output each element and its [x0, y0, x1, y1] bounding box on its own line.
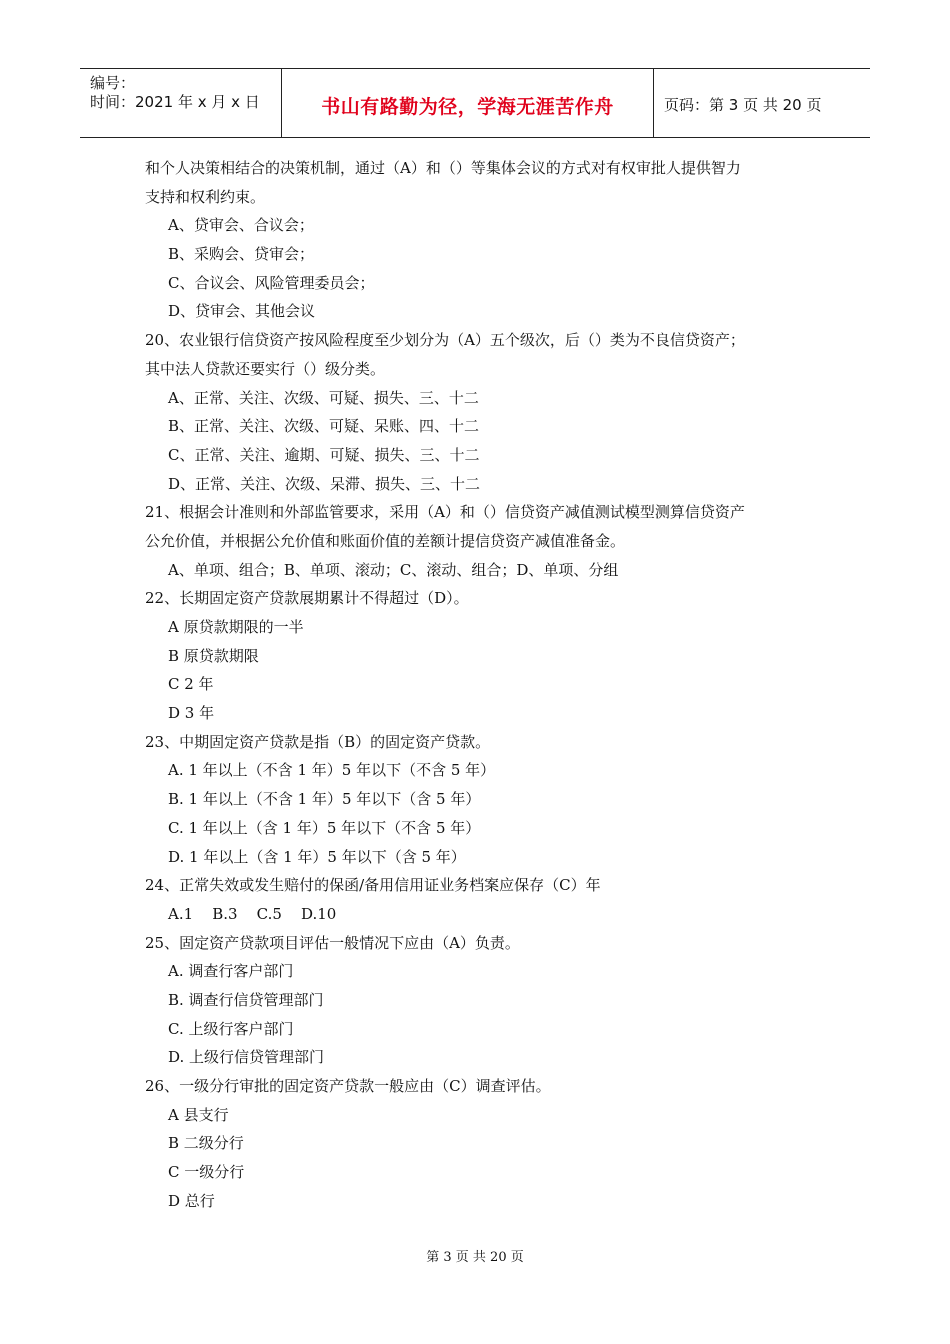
option-line: B. 1 年以上（不含 1 年）5 年以下（含 5 年） [168, 790, 481, 809]
option-line: B. 调查行信贷管理部门 [168, 990, 324, 1009]
option-line: C、正常、关注、逾期、可疑、损失、三、十二 [168, 445, 480, 464]
option-line: B 二级分行 [168, 1134, 244, 1153]
question-line: 20、农业银行信贷资产按风险程度至少划分为（A）五个级次，后（）类为不良信贷资产； [145, 331, 745, 350]
option-line: D 3 年 [168, 704, 215, 723]
option-line: A.1 B.3 C.5 D.10 [168, 904, 337, 923]
option-line: D. 1 年以上（含 1 年）5 年以下（含 5 年） [168, 847, 466, 866]
option-line: A、单项、组合；B、单项、滚动；C、滚动、组合；D、单项、分组 [168, 560, 619, 579]
document-number-label: 编号： [90, 74, 136, 92]
option-line: A、正常、关注、次级、可疑、损失、三、十二 [168, 388, 479, 407]
question-line: 21、根据会计准则和外部监管要求，采用（A）和（）信贷资产减值测试模型测算信贷资产 [145, 503, 745, 522]
text-line: 公允价值，并根据公允价值和账面价值的差额计提信贷资产减值准备金。 [145, 531, 626, 550]
question-line: 22、长期固定资产贷款展期累计不得超过（D）。 [145, 589, 469, 608]
document-time-label: 时间：2021 年 x 月 x 日 [90, 93, 260, 111]
option-line: D、贷审会、其他会议 [168, 302, 316, 321]
option-line: D. 上级行信贷管理部门 [168, 1048, 325, 1067]
header-page-label: 页码：第 3 页 共 20 页 [664, 96, 822, 114]
option-line: C、合议会、风险管理委员会； [168, 273, 375, 292]
text-line: 支持和权利约束。 [145, 187, 266, 206]
header-motto-cell [282, 69, 654, 137]
header-motto: 书山有路勤为径，学海无涯苦作舟 [321, 96, 614, 118]
option-line: A 原贷款期限的一半 [168, 618, 304, 636]
page-footer: 第 3 页 共 20 页 [426, 1250, 524, 1265]
header-info-cell [80, 69, 282, 137]
option-line: A 县支行 [168, 1105, 229, 1124]
option-line: A. 调查行客户部门 [168, 962, 294, 981]
option-line: B 原贷款期限 [168, 646, 259, 665]
text-line: 其中法人贷款还要实行（）级分类。 [145, 359, 386, 378]
document-body [145, 154, 825, 1215]
question-line: 23、中期固定资产贷款是指（B）的固定资产贷款。 [145, 732, 491, 751]
option-line: A、贷审会、合议会； [168, 216, 314, 235]
option-line: A. 1 年以上（不含 1 年）5 年以下（不含 5 年） [168, 761, 496, 780]
option-line: C. 上级行客户部门 [168, 1019, 294, 1038]
option-line: D、正常、关注、次级、呆滞、损失、三、十二 [168, 474, 481, 493]
option-line: B、采购会、贷审会； [168, 245, 315, 264]
option-line: C 2 年 [168, 675, 214, 694]
option-line: D 总行 [168, 1191, 215, 1210]
question-line: 24、正常失效或发生赔付的保函/备用信用证业务档案应保存（C）年 [145, 876, 601, 895]
question-line: 25、固定资产贷款项目评估一般情况下应由（A）负责。 [145, 933, 520, 952]
option-line: C. 1 年以上（含 1 年）5 年以下（不含 5 年） [168, 818, 481, 837]
text-line: 和个人决策相结合的决策机制，通过（A）和（）等集体会议的方式对有权审批人提供智力 [145, 159, 741, 177]
question-line: 26、一级分行审批的固定资产贷款一般应由（C）调查评估。 [145, 1077, 551, 1095]
option-line: C 一级分行 [168, 1163, 245, 1182]
option-line: B、正常、关注、次级、可疑、呆账、四、十二 [168, 417, 480, 436]
page-header [80, 68, 870, 138]
header-page-cell [654, 69, 870, 137]
